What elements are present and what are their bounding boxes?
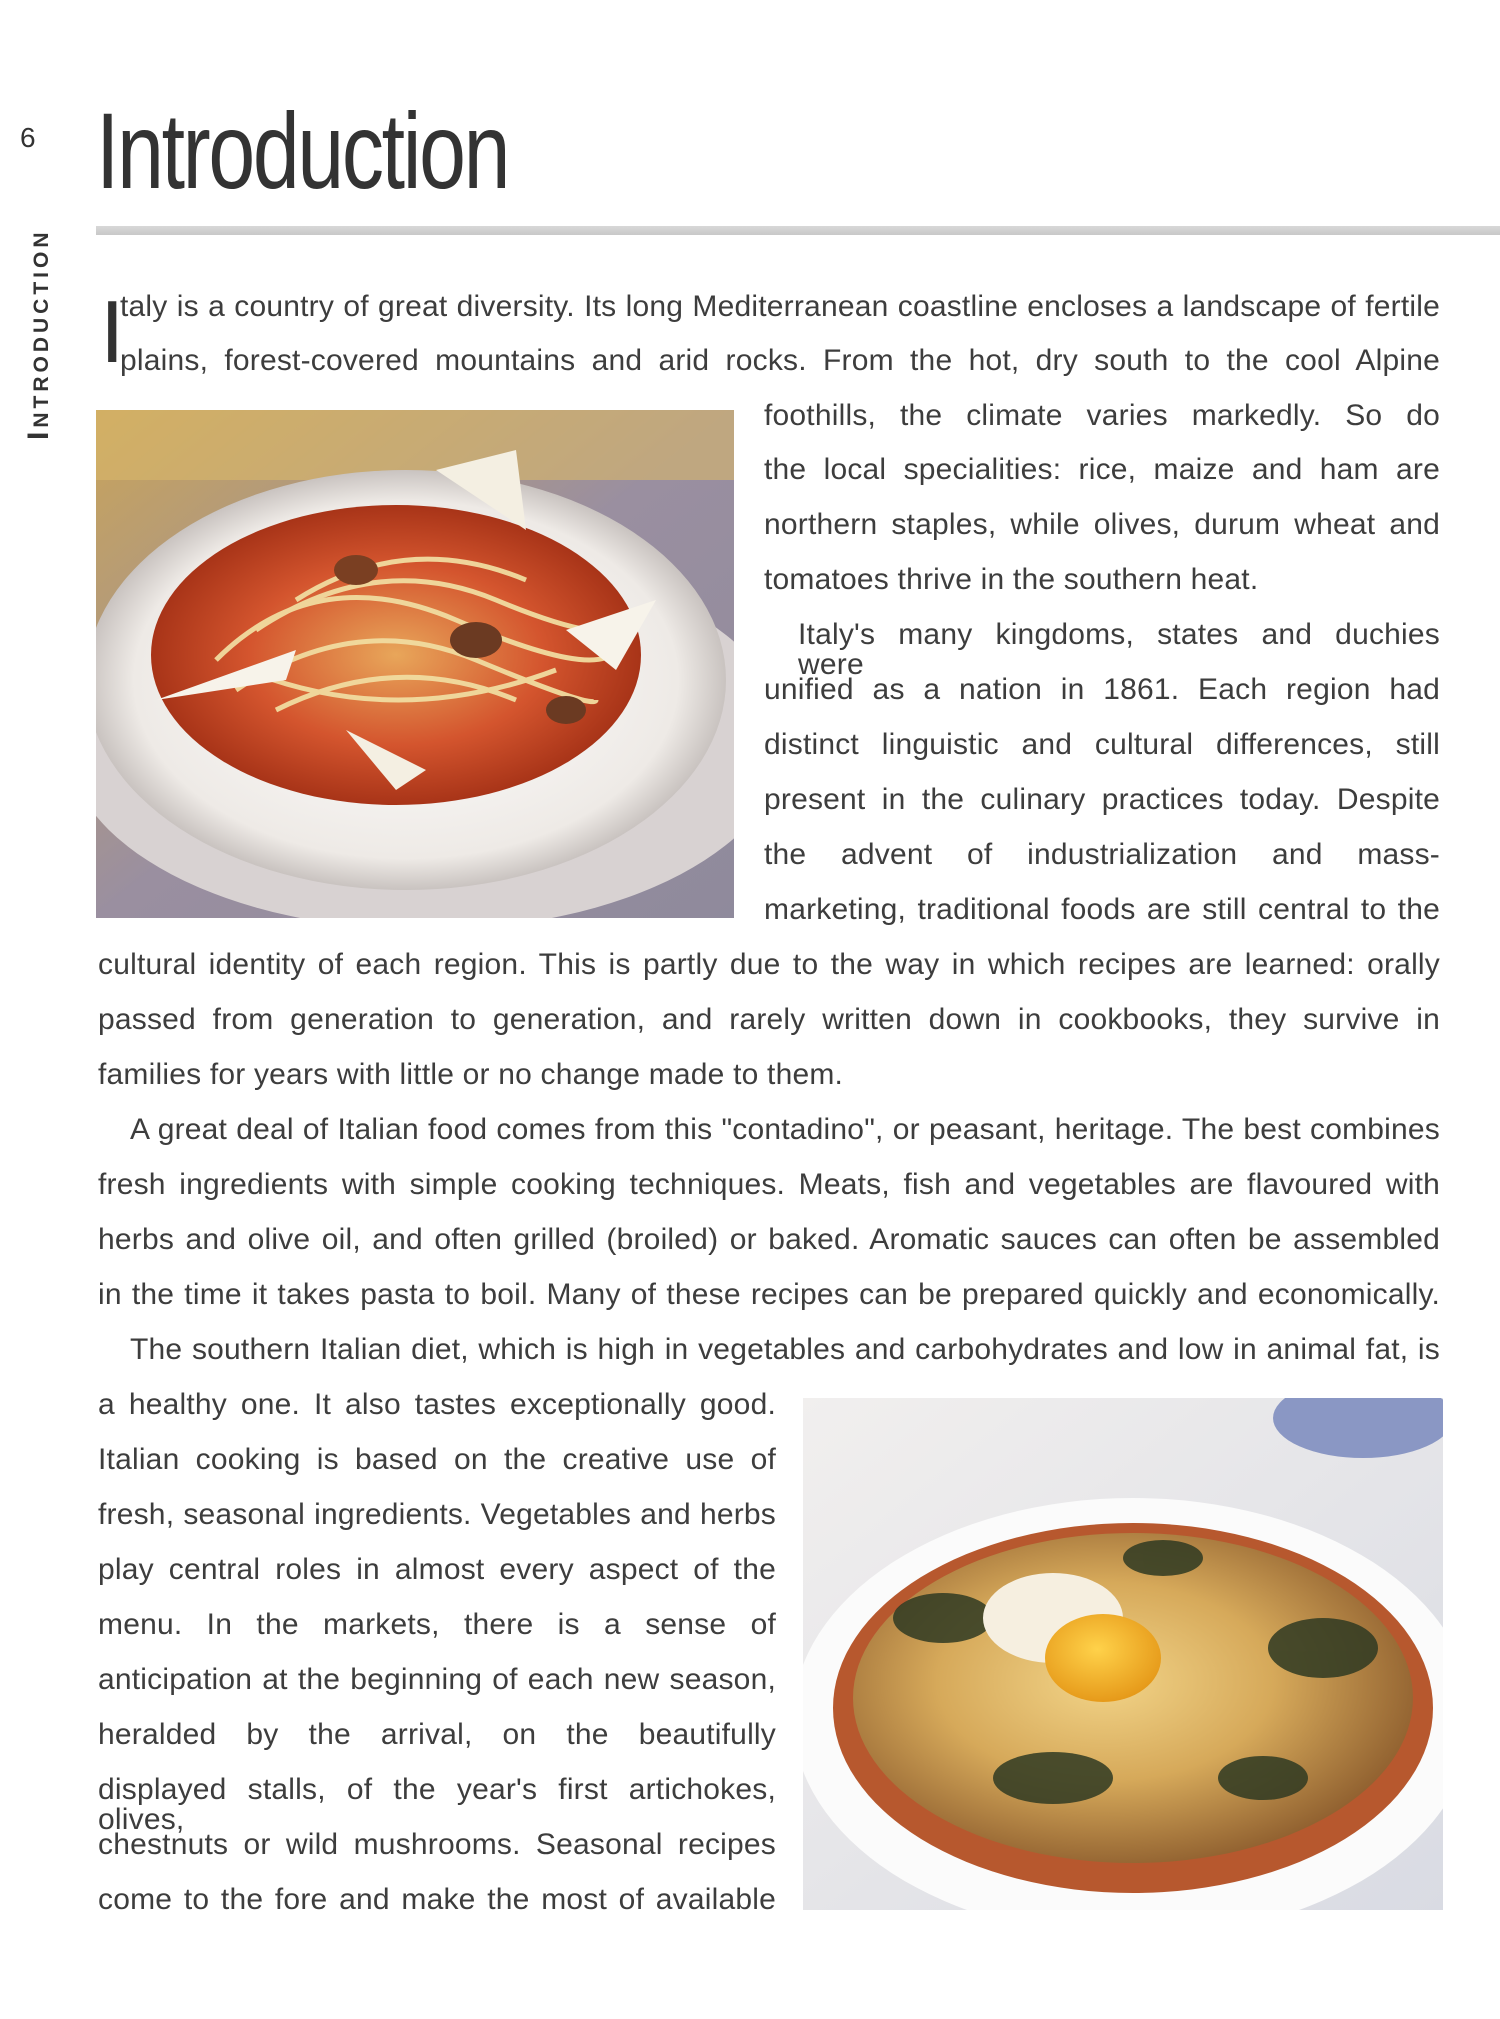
body-line-8: unified as a nation in 1861. Each region had [764,673,1440,706]
body-line-22: Italian cooking is based on the creative use of [98,1443,776,1476]
body-line-26: anticipation at the beginning of each new season, [98,1663,776,1696]
body-line-7: Italy's many kingdoms, states and duchies were [798,618,1440,681]
body-line-16: A great deal of Italian food comes from this "contadino", or peasant, heritage. The best combines [130,1113,1440,1146]
drop-cap: I [100,282,125,381]
body-line-15: families for years with little or no change made to them. [98,1058,844,1091]
body-line-21: a healthy one. It also tastes exceptionally good. [98,1388,776,1421]
body-line-20: The southern Italian diet, which is high in vegetables and carbohydrates and low in animal fat, is [130,1333,1440,1366]
body-line-30: come to the fore and make the most of available [98,1883,776,1916]
body-line-25: menu. In the markets, there is a sense of [98,1608,776,1641]
page-number: 6 [20,122,36,153]
body-line-19: in the time it takes pasta to boil. Many of these recipes can be prepared quickly and economically. [98,1278,1440,1311]
body-line-29: chestnuts or wild mushrooms. Seasonal recipes [98,1828,776,1861]
body-line-4: the local specialities: rice, maize and ham are [764,453,1440,486]
pizza-photo [803,1398,1443,1910]
body-line-5: northern staples, while olives, durum wheat and [764,508,1440,541]
body-line-12: marketing, traditional foods are still central to the [764,893,1440,926]
pasta-photo [96,410,734,918]
body-line-11: the advent of industrialization and mass- [764,838,1440,871]
body-line-2: plains, forest-covered mountains and arid rocks. From the hot, dry south to the cool Alpine [120,344,1440,377]
body-line-17: fresh ingredients with simple cooking techniques. Meats, fish and vegetables are flavoured with [98,1168,1440,1201]
body-line-13: cultural identity of each region. This is partly due to the way in which recipes are learned: orally [98,948,1440,981]
body-line-9: distinct linguistic and cultural differences, still [764,728,1440,761]
body-line-18: herbs and olive oil, and often grilled (broiled) or baked. Aromatic sauces can often be assembled [98,1223,1440,1256]
body-line-6: tomatoes thrive in the southern heat. [764,563,1259,596]
body-line-23: fresh, seasonal ingredients. Vegetables and herbs [98,1498,776,1531]
section-label: Introduction [22,228,55,440]
title-rule [96,226,1500,235]
body-line-27: heralded by the arrival, on the beautifully [98,1718,776,1751]
body-line-10: present in the culinary practices today. Despite [764,783,1440,816]
body-line-28: displayed stalls, of the year's first artichokes, olives, [98,1773,776,1836]
body-line-14: passed from generation to generation, and rarely written down in cookbooks, they survive in [98,1003,1440,1036]
body-line-24: play central roles in almost every aspect of the [98,1553,776,1586]
page-title: Introduction [96,90,509,211]
body-line-1: taly is a country of great diversity. Its long Mediterranean coastline encloses a landscape of fertile [120,290,1440,323]
body-line-3: foothills, the climate varies markedly. So do [764,399,1440,432]
